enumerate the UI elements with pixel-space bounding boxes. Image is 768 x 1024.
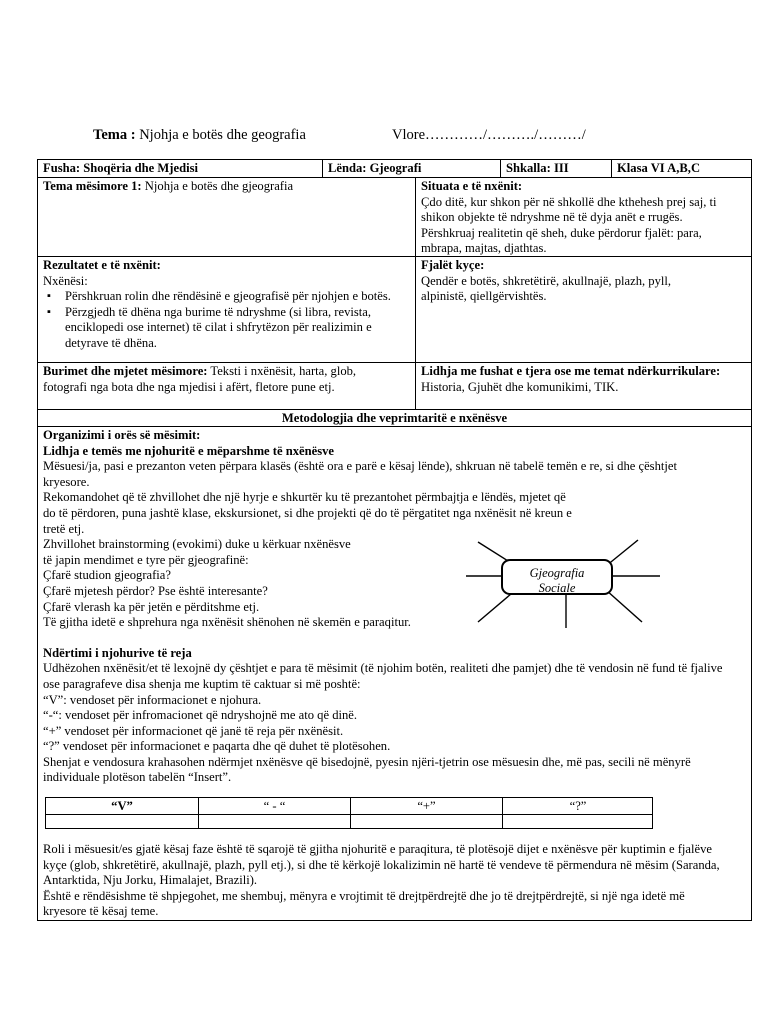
rezultatet-list — [43, 289, 401, 351]
burimet-cell — [37, 363, 407, 396]
nxenesi-label: Nxënësi: — [43, 273, 88, 288]
shkalla-cell — [500, 160, 611, 178]
ndertimi-heading: Ndërtimi i njohurive të reja — [43, 645, 192, 660]
topic-label: Tema : — [93, 127, 136, 143]
insert-header-question: “?” — [569, 799, 587, 813]
shkalla-text: Shkalla: III — [506, 161, 569, 175]
paragraph-line: tretë etj. — [43, 521, 85, 536]
klasa-text: Klasa VI A,B,C — [617, 161, 701, 175]
situata-label: Situata e të nxënit: — [421, 179, 523, 193]
paragraph-line: të japin mendimet e tyre për gjeografinë: — [43, 552, 249, 567]
question-line: Çfarë vlerash ka për jetën e përditshme etj. — [43, 599, 260, 614]
list-item: ▪ Përshkruan rolin dhe rëndësinë e gjeografisë për njohjen e botës. — [65, 289, 401, 305]
fjalet-label: Fjalët kyçe: — [421, 258, 485, 272]
paragraph-line: Të gjitha idetë e shprehura nga nxënësit shënohen në skemën e paraqitur. — [43, 615, 411, 630]
fjalet-cell — [415, 257, 715, 306]
tema-mesimore-label: Tema mësimore 1: — [43, 179, 142, 193]
lidhja-label: Lidhja me fushat e tjera ose me temat ndërkurrikulare: — [421, 364, 721, 378]
question-line: Çfarë studion gjeografia? — [43, 568, 171, 583]
lenda-cell — [322, 160, 500, 178]
insert-header-v: “V” — [111, 799, 133, 813]
insert-table — [45, 797, 653, 829]
fusha-text: Fusha: Shoqëria dhe Mjedisi — [43, 161, 198, 175]
sign-line: “?” vendoset për informacionet e paqarta dhe që duhet të plotësohen. — [43, 739, 391, 754]
burimet-label: Burimet dhe mjetet mësimore: — [43, 364, 208, 378]
paragraph: Udhëzohen nxënësit/et të lexojnë dy çështjet e para të mësimit (të njohim botën, realiteti dhe pamjet) dhe të vendosin në fund të fjalive ose paragrafeve disa shenja me kuptim të caktuar si më poshtë: — [43, 661, 723, 691]
brainstorm-diagram — [466, 538, 661, 630]
rezultatet-cell — [37, 257, 407, 353]
burimet-text: Teksti i nxënësit, harta, glob, fotografi nga bota dhe nga mjedisi i afërt, fletore pune etj. — [43, 364, 357, 394]
paragraph: Mësuesi/ja, pasi e prezanton veten përpara klasës (është ora e parë e kësaj lënde), shkruan në tabelë temën e re, si dhe çështjet kryesore. — [43, 459, 677, 489]
document-topic — [93, 127, 306, 144]
list-item: ▪ Përzgjedh të dhëna nga burime të ndryshme (si libra, revista, enciklopedi ose internet) të cilat i shfrytëzon për realizimin e detyrave të dhëna. — [65, 305, 401, 352]
lidhja-text: Historia, Gjuhët dhe komunikimi, TIK. — [421, 379, 619, 394]
paragraph-line: Zhvillohet brainstorming (evokimi) duke u kërkuar nxënësve — [43, 537, 351, 552]
lidhja-heading: Lidhja e temës me njohuritë e mëparshme të nxënësve — [43, 443, 334, 458]
lidhja-cell — [415, 363, 733, 396]
paragraph: Është e rëndësishme të shpjegohet, me shembuj, mënyra e vrojtimit të drejtpërdrejtë dhe jo të drejtpërdrejtë, si një nga idetë më kryesore të kësaj teme. — [43, 888, 685, 919]
diagram-label-line2: Sociale — [538, 581, 576, 595]
metodologjia-heading-cell — [37, 410, 752, 428]
sign-line: “+” vendoset për informacionet që janë të reja për nxënësit. — [43, 723, 344, 738]
topic-value: Njohja e botës dhe geografia — [139, 127, 306, 143]
paragraph: Roli i mësuesit/es gjatë kësaj faze është të sqarojë të gjitha njohuritë e paraqitura, të plotësojë dijet e nxënësve për kuptimin e fjalëve kyçe (glob, shkretëtirë, akullnajë, plazh, pyll etj.), si dhe të kërkojë lokalizimin në hartë të vendeve të përmendura në mësim (Saranda, Antarktida, Nju Jorku, Himalajet, Brazili). — [43, 842, 720, 888]
diagram-label-line1: Gjeografia — [529, 566, 585, 580]
lenda-text: Lënda: Gjeografi — [328, 161, 422, 175]
fusha-cell — [37, 160, 322, 178]
metodologjia-heading: Metodologjia dhe veprimtaritë e nxënësve — [281, 411, 508, 425]
closing-paragraphs — [37, 841, 732, 921]
tema-mesimore-value: Njohja e botës dhe gjeografia — [144, 179, 294, 193]
paragraph-line: Rekomandohet që të zhvillohet dhe një hyrje e shkurtër ku të prezantohet përmbajtja e lëndës, mjetet që — [43, 490, 566, 505]
location-date-line: Vlore…………/………./………/ — [392, 127, 586, 143]
sign-line: “V”: vendoset për informacionet e njohura. — [43, 692, 262, 707]
paragraph: Shenjat e vendosura krahasohen ndërmjet nxënësve që bisedojnë, pyesin njëri-tjetrin ose mësuesin dhe, më pas, secili në mënyrë individuale plotëson tabelën “Insert”. — [43, 754, 691, 785]
paragraph-line: do të përdoren, puna jashtë klase, ekskursionet, si dhe projekti që do të përgatitet nga nxënësit në kreun e — [43, 505, 572, 520]
organizimi-heading: Organizimi i orës së mësimit: — [43, 428, 201, 442]
insert-header-plus: “+” — [417, 799, 436, 813]
fjalet-text: Qendër e botës, shkretëtirë, akullnajë, plazh, pyll, alpinistë, qiellgërvishtës. — [421, 273, 672, 304]
tema-mesimore-cell — [37, 178, 415, 196]
situata-text: Çdo ditë, kur shkon për në shkollë dhe kthehesh prej saj, ti shikon objekte të ndryshme në të dyja anët e rrugës. Përshkruaj realitetin që sheh, duke përdorur fjalët: para, mbrapa, majtas, djathtas. — [421, 194, 717, 256]
insert-header-minus: “ - “ — [263, 799, 286, 813]
situata-cell — [415, 178, 725, 258]
klasa-cell — [611, 160, 752, 178]
question-line: Çfarë mjetesh përdor? Pse është interesante? — [43, 583, 268, 598]
sign-line: “-“: vendoset për infromacionet që ndryshojnë me ato që dinë. — [43, 708, 358, 723]
rezultatet-label: Rezultatet e të nxënit: — [43, 258, 161, 272]
